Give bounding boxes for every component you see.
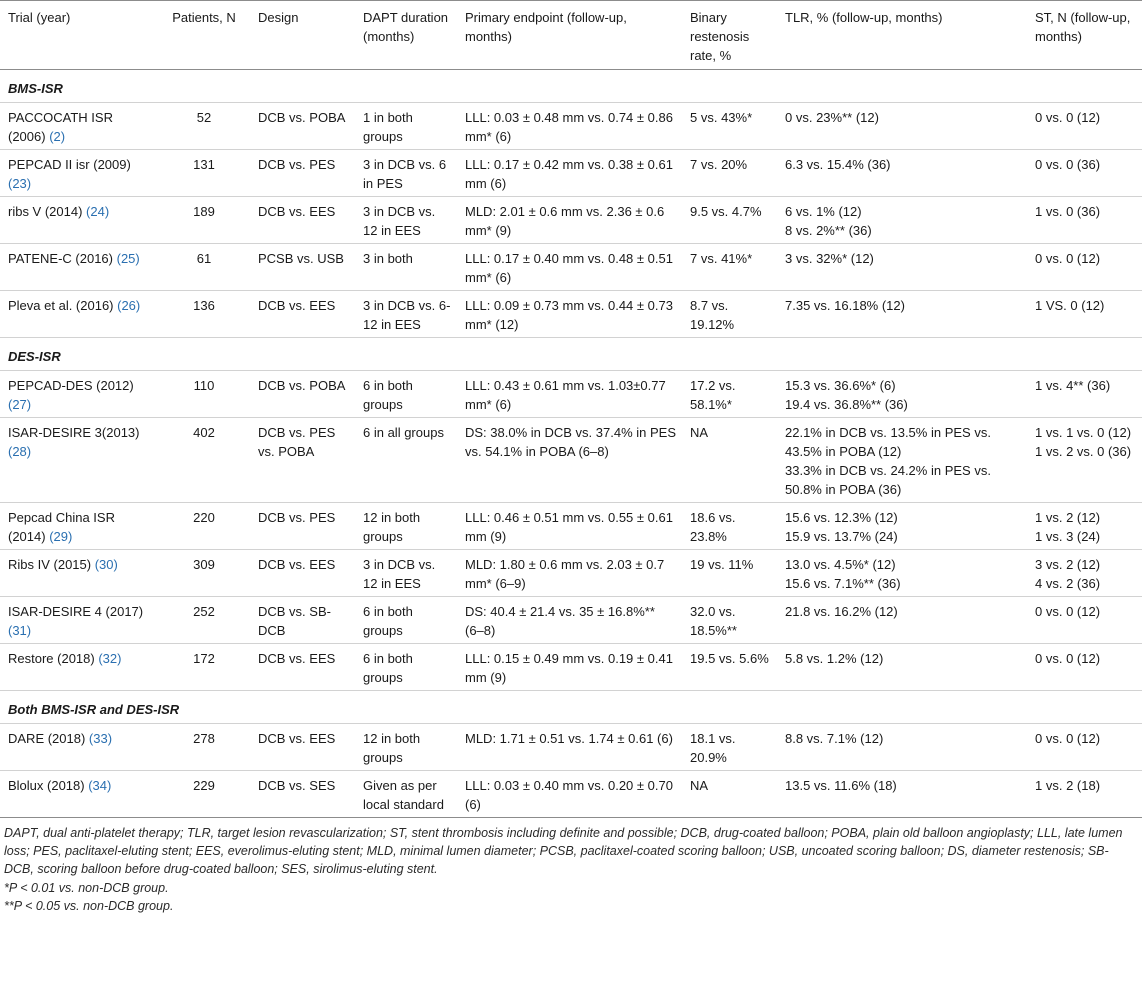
table-footnotes: [0, 818, 1142, 915]
cell-tlr: [777, 197, 1027, 244]
trial-name: ribs V (2014): [8, 204, 87, 219]
cell-restenosis: 7 vs. 41%*: [682, 244, 777, 291]
cell-restenosis: 5 vs. 43%*: [682, 103, 777, 150]
st-line: 0 vs. 0 (36): [1035, 157, 1101, 172]
cell-tlr: [777, 644, 1027, 691]
reference-link[interactable]: (33): [88, 731, 113, 746]
reference-link[interactable]: (25): [116, 251, 140, 266]
tlr-line: 8.8 vs. 7.1% (12): [785, 731, 884, 746]
cell-restenosis: 19 vs. 11%: [682, 550, 777, 597]
st-line: 1 vs. 2 (12): [1035, 510, 1101, 525]
cell-endpoint: MLD: 2.01 ± 0.6 mm vs. 2.36 ± 0.6 mm* (9): [457, 197, 682, 244]
cell-st: [1027, 103, 1142, 150]
st-line: 1 vs. 1 vs. 0 (12): [1035, 425, 1132, 440]
tlr-line: 7.35 vs. 16.18% (12): [785, 298, 905, 313]
cell-dapt: Given as per local standard: [355, 771, 457, 818]
section-header-row: [0, 70, 1142, 103]
cell-design: DCB vs. EES: [250, 291, 355, 338]
cell-design: DCB vs. EES: [250, 197, 355, 244]
cell-design: DCB vs. SB-DCB: [250, 597, 355, 644]
cell-design: DCB vs. SES: [250, 771, 355, 818]
cell-restenosis: 18.1 vs. 20.9%: [682, 724, 777, 771]
cell-trial: [0, 244, 158, 291]
cell-endpoint: LLL: 0.17 ± 0.42 mm vs. 0.38 ± 0.61 mm (6): [457, 150, 682, 197]
cell-endpoint: LLL: 0.17 ± 0.40 mm vs. 0.48 ± 0.51 mm* (6): [457, 244, 682, 291]
reference-link[interactable]: (31): [8, 623, 32, 638]
table-row: [0, 503, 1142, 550]
cell-tlr: [777, 103, 1027, 150]
st-line: 1 VS. 0 (12): [1035, 298, 1105, 313]
cell-patients: 131: [158, 150, 250, 197]
cell-design: DCB vs. EES: [250, 550, 355, 597]
cell-design: DCB vs. EES: [250, 724, 355, 771]
cell-endpoint: LLL: 0.09 ± 0.73 mm vs. 0.44 ± 0.73 mm* (12): [457, 291, 682, 338]
cell-trial: [0, 503, 158, 550]
cell-st: [1027, 244, 1142, 291]
reference-link[interactable]: (27): [8, 397, 32, 412]
reference-link[interactable]: (2): [49, 129, 66, 144]
cell-dapt: 6 in all groups: [355, 418, 457, 503]
cell-dapt: 6 in both groups: [355, 644, 457, 691]
cell-trial: [0, 724, 158, 771]
cell-endpoint: MLD: 1.80 ± 0.6 mm vs. 2.03 ± 0.7 mm* (6–9): [457, 550, 682, 597]
footnote-p01: *P < 0.01 vs. non-DCB group.: [4, 881, 169, 895]
reference-link[interactable]: (26): [117, 298, 141, 313]
section-header-row: [0, 691, 1142, 724]
st-line: 0 vs. 0 (12): [1035, 651, 1101, 666]
st-line: 0 vs. 0 (12): [1035, 251, 1101, 266]
cell-restenosis: 32.0 vs. 18.5%**: [682, 597, 777, 644]
cell-tlr: [777, 771, 1027, 818]
cell-endpoint: LLL: 0.03 ± 0.40 mm vs. 0.20 ± 0.70 (6): [457, 771, 682, 818]
trial-name: Pleva et al. (2016): [8, 298, 118, 313]
cell-trial: [0, 550, 158, 597]
cell-trial: [0, 418, 158, 503]
tlr-line: 15.9 vs. 13.7% (24): [785, 529, 898, 544]
st-line: 3 vs. 2 (12): [1035, 557, 1101, 572]
cell-endpoint: LLL: 0.43 ± 0.61 mm vs. 1.03±0.77 mm* (6): [457, 371, 682, 418]
trial-name: DARE (2018): [8, 731, 89, 746]
reference-link[interactable]: (30): [94, 557, 118, 572]
cell-dapt: 3 in both: [355, 244, 457, 291]
cell-dapt: 12 in both groups: [355, 724, 457, 771]
cell-patients: 136: [158, 291, 250, 338]
cell-st: [1027, 418, 1142, 503]
cell-dapt: 3 in DCB vs. 12 in EES: [355, 197, 457, 244]
cell-dapt: 12 in both groups: [355, 503, 457, 550]
table-row: [0, 724, 1142, 771]
cell-endpoint: MLD: 1.71 ± 0.51 vs. 1.74 ± 0.61 (6): [457, 724, 682, 771]
cell-st: [1027, 197, 1142, 244]
table-row: [0, 644, 1142, 691]
trial-name: PATENE-C (2016): [8, 251, 117, 266]
cell-design: DCB vs. PES: [250, 150, 355, 197]
cell-tlr: [777, 597, 1027, 644]
cell-trial: [0, 197, 158, 244]
header-st: ST, N (follow-up, months): [1027, 1, 1142, 70]
cell-st: [1027, 644, 1142, 691]
cell-restenosis: 9.5 vs. 4.7%: [682, 197, 777, 244]
tlr-line: 15.6 vs. 7.1%** (36): [785, 576, 901, 591]
header-design: Design: [250, 1, 355, 70]
section-title: DES-ISR: [0, 338, 1142, 371]
st-line: 1 vs. 3 (24): [1035, 529, 1101, 544]
cell-patients: 229: [158, 771, 250, 818]
tlr-line: 0 vs. 23%** (12): [785, 110, 879, 125]
header-trial: Trial (year): [0, 1, 158, 70]
cell-tlr: [777, 724, 1027, 771]
cell-dapt: 3 in DCB vs. 12 in EES: [355, 550, 457, 597]
header-tlr: TLR, % (follow-up, months): [777, 1, 1027, 70]
cell-tlr: [777, 418, 1027, 503]
cell-patients: 110: [158, 371, 250, 418]
header-endpoint: Primary endpoint (follow-up, months): [457, 1, 682, 70]
tlr-line: 22.1% in DCB vs. 13.5% in PES vs. 43.5% in POBA (12): [785, 425, 991, 459]
trial-name: PACCOCATH ISR (2006): [8, 110, 113, 144]
cell-patients: 61: [158, 244, 250, 291]
st-line: 0 vs. 0 (12): [1035, 110, 1101, 125]
cell-dapt: 1 in both groups: [355, 103, 457, 150]
cell-endpoint: LLL: 0.46 ± 0.51 mm vs. 0.55 ± 0.61 mm (9): [457, 503, 682, 550]
cell-restenosis: 19.5 vs. 5.6%: [682, 644, 777, 691]
footnote-abbreviations: DAPT, dual anti-platelet therapy; TLR, target lesion revascularization; ST, stent thrombosis including definite and possible; DCB, drug-coated balloon; POBA, plain old balloon angioplasty; LLL, late lumen loss; PES, paclitaxel-eluting stent; EES, everolimus-eluting stent; MLD, minimal lumen diameter; PCSB, paclitaxel-coated scoring balloon; USB, uncoated scoring balloon; DS, diameter restenosis; SB-DCB, scoring balloon before drug-coated balloon; SES, sirolimus-eluting stent.: [4, 826, 1123, 876]
cell-tlr: [777, 503, 1027, 550]
cell-endpoint: DS: 40.4 ± 21.4 vs. 35 ± 16.8%** (6–8): [457, 597, 682, 644]
cell-restenosis: 17.2 vs. 58.1%*: [682, 371, 777, 418]
cell-patients: 309: [158, 550, 250, 597]
cell-dapt: 6 in both groups: [355, 371, 457, 418]
cell-patients: 172: [158, 644, 250, 691]
cell-patients: 189: [158, 197, 250, 244]
cell-restenosis: NA: [682, 418, 777, 503]
table-row: [0, 244, 1142, 291]
cell-tlr: [777, 150, 1027, 197]
trial-name: Pepcad China ISR (2014): [8, 510, 115, 544]
cell-trial: [0, 291, 158, 338]
tlr-line: 15.3 vs. 36.6%* (6): [785, 378, 896, 393]
cell-restenosis: 8.7 vs. 19.12%: [682, 291, 777, 338]
cell-trial: [0, 103, 158, 150]
st-line: 4 vs. 2 (36): [1035, 576, 1101, 591]
cell-tlr: [777, 371, 1027, 418]
trial-name: ISAR-DESIRE 3(2013): [8, 425, 140, 440]
header-dapt: DAPT duration (months): [355, 1, 457, 70]
st-line: 1 vs. 4** (36): [1035, 378, 1111, 393]
section-title: Both BMS-ISR and DES-ISR: [0, 691, 1142, 724]
table-body: [0, 70, 1142, 818]
st-line: 1 vs. 2 (18): [1035, 778, 1101, 793]
cell-patients: 402: [158, 418, 250, 503]
section-title: BMS-ISR: [0, 70, 1142, 103]
reference-link[interactable]: (28): [8, 444, 32, 459]
cell-restenosis: 7 vs. 20%: [682, 150, 777, 197]
header-restenosis: Binary restenosis rate, %: [682, 1, 777, 70]
cell-st: [1027, 597, 1142, 644]
trial-name: Ribs IV (2015): [8, 557, 95, 572]
cell-endpoint: LLL: 0.15 ± 0.49 mm vs. 0.19 ± 0.41 mm (9): [457, 644, 682, 691]
tlr-line: 13.0 vs. 4.5%* (12): [785, 557, 896, 572]
reference-link[interactable]: (23): [8, 176, 32, 191]
cell-design: PCSB vs. USB: [250, 244, 355, 291]
cell-patients: 278: [158, 724, 250, 771]
table-row: [0, 418, 1142, 503]
reference-link[interactable]: (24): [86, 204, 110, 219]
cell-trial: [0, 371, 158, 418]
trial-name: PEPCAD-DES (2012): [8, 378, 134, 393]
st-line: 1 vs. 0 (36): [1035, 204, 1101, 219]
table-row: [0, 550, 1142, 597]
cell-st: [1027, 724, 1142, 771]
trial-name: ISAR-DESIRE 4 (2017): [8, 604, 144, 619]
tlr-line: 6.3 vs. 15.4% (36): [785, 157, 891, 172]
tlr-line: 8 vs. 2%** (36): [785, 223, 872, 238]
cell-endpoint: DS: 38.0% in DCB vs. 37.4% in PES vs. 54.1% in POBA (6–8): [457, 418, 682, 503]
cell-st: [1027, 503, 1142, 550]
tlr-line: 19.4 vs. 36.8%** (36): [785, 397, 908, 412]
reference-link[interactable]: (34): [88, 778, 112, 793]
cell-design: DCB vs. EES: [250, 644, 355, 691]
cell-trial: [0, 644, 158, 691]
tlr-line: 6 vs. 1% (12): [785, 204, 862, 219]
cell-endpoint: LLL: 0.03 ± 0.48 mm vs. 0.74 ± 0.86 mm* (6): [457, 103, 682, 150]
table-row: [0, 371, 1142, 418]
cell-st: [1027, 291, 1142, 338]
table-row: [0, 103, 1142, 150]
cell-dapt: 6 in both groups: [355, 597, 457, 644]
footnote-p05: **P < 0.05 vs. non-DCB group.: [4, 899, 174, 913]
header-patients: Patients, N: [158, 1, 250, 70]
cell-dapt: 3 in DCB vs. 6 in PES: [355, 150, 457, 197]
table-row: [0, 771, 1142, 818]
section-header-row: [0, 338, 1142, 371]
cell-tlr: [777, 244, 1027, 291]
cell-tlr: [777, 550, 1027, 597]
cell-tlr: [777, 291, 1027, 338]
st-line: 1 vs. 2 vs. 0 (36): [1035, 444, 1132, 459]
cell-trial: [0, 771, 158, 818]
cell-patients: 252: [158, 597, 250, 644]
cell-trial: [0, 150, 158, 197]
st-line: 0 vs. 0 (12): [1035, 731, 1101, 746]
cell-trial: [0, 597, 158, 644]
table-row: [0, 150, 1142, 197]
reference-link[interactable]: (29): [49, 529, 73, 544]
cell-dapt: 3 in DCB vs. 6-12 in EES: [355, 291, 457, 338]
tlr-line: 3 vs. 32%* (12): [785, 251, 874, 266]
trial-name: PEPCAD II isr (2009): [8, 157, 131, 172]
cell-restenosis: 18.6 vs. 23.8%: [682, 503, 777, 550]
table-header: [0, 1, 1142, 70]
tlr-line: 33.3% in DCB vs. 24.2% in PES vs. 50.8% in POBA (36): [785, 463, 991, 497]
tlr-line: 13.5 vs. 11.6% (18): [785, 778, 897, 793]
cell-restenosis: NA: [682, 771, 777, 818]
trial-name: Restore (2018): [8, 651, 99, 666]
trial-name: Blolux (2018): [8, 778, 89, 793]
tlr-line: 5.8 vs. 1.2% (12): [785, 651, 884, 666]
cell-st: [1027, 550, 1142, 597]
cell-patients: 220: [158, 503, 250, 550]
table-row: [0, 291, 1142, 338]
st-line: 0 vs. 0 (12): [1035, 604, 1101, 619]
cell-design: DCB vs. POBA: [250, 103, 355, 150]
reference-link[interactable]: (32): [98, 651, 122, 666]
cell-patients: 52: [158, 103, 250, 150]
cell-st: [1027, 150, 1142, 197]
table-row: [0, 597, 1142, 644]
cell-st: [1027, 771, 1142, 818]
table-row: [0, 197, 1142, 244]
cell-design: DCB vs. POBA: [250, 371, 355, 418]
cell-st: [1027, 371, 1142, 418]
cell-design: DCB vs. PES: [250, 503, 355, 550]
tlr-line: 21.8 vs. 16.2% (12): [785, 604, 898, 619]
tlr-line: 15.6 vs. 12.3% (12): [785, 510, 898, 525]
cell-design: DCB vs. PES vs. POBA: [250, 418, 355, 503]
